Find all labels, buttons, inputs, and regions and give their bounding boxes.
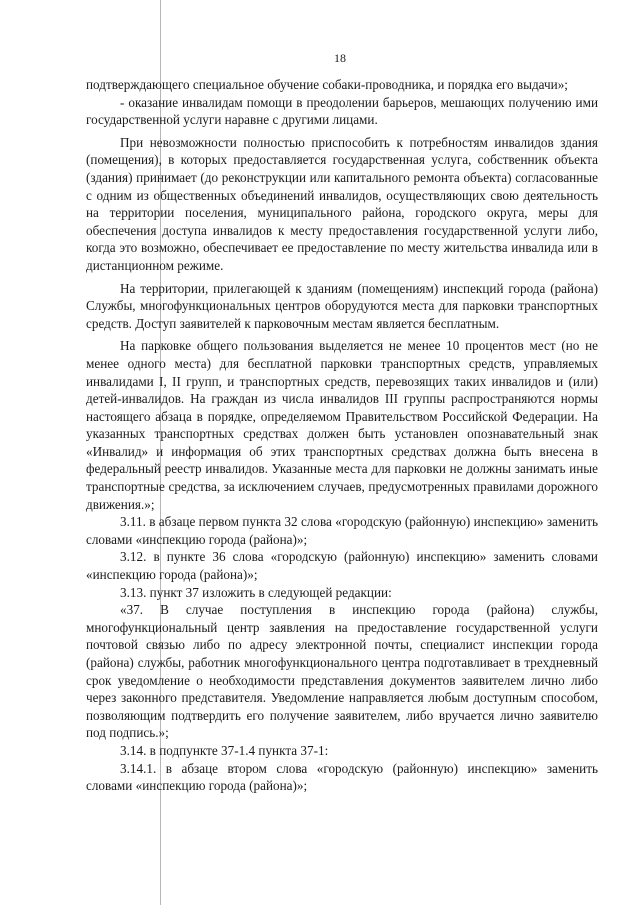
paragraph-item-3-11: 3.11. в абзаце первом пункта 32 слова «городскую (районную) инспекцию» заменить словами «инспекцию города (района)»; xyxy=(86,514,598,547)
paragraph-item-3-12: 3.12. в пункте 36 слова «городскую (районную) инспекцию» заменить словами «инспекцию города (района)»; xyxy=(86,549,598,583)
paragraph-accessibility: При невозможности полностью приспособить к потребностям инвалидов здания (помещения), в которых предоставляется государственная услуга, собственник объекта (здания) принимает (до реконструкции или капитального ремонта объекта) согласованные с одним из общественных объединений инвалидов, осуществляющих свою деятельность на территории поселения, муниципального района, городского округа, меры для обеспечения доступа инвалидов к месту предоставления государственной услуги либо, когда это возможно, обеспечивает ее предоставление по месту жительства инвалида или в дистанционном режиме. xyxy=(86,134,598,273)
paragraph-parking-public: На парковке общего пользования выделяется не менее 10 процентов мест (но не менее одного места) для бесплатной парковки транспортных средств, управляемых инвалидами I, II групп, и транспортных средств, перевозящих таких инвалидов и (или) детей-инвалидов. На граждан из числа инвалидов III группы распространяются нормы настоящего абзаца в порядке, определяемом Правительством Российской Федерации. На указанных транспортных средствах должен быть установлен опознавательный знак «Инвалид» и информация об этих транспортных средствах должна быть внесена в федеральный реестр инвалидов. Указанные места для парковки не должны занимать иные транспортные средства, за исключением случаев, предусмотренных правилами дорожного движения.»; xyxy=(86,338,598,512)
paragraph-item-37: «37. В случае поступления в инспекцию города (района) службы, многофункциональный центр заявления на предоставление государственной услуги почтовой связью либо по адресу электронной почты, специалист инспекции города (района) службы, работник многофункционального центра подготавливает в трехдневный срок уведомление о необходимости представления документов заявителем лично либо через законного представителя. Уведомление направляется любым доступным способом, позволяющим подтвердить его получение заявителем, либо вручается лично заявителю под подпись.»; xyxy=(86,602,598,741)
paragraph-parking-territory: На территории, прилегающей к зданиям (помещениям) инспекций города (района) Службы, многофункциональных центров оборудуются места для парковки транспортных средств. Доступ заявителей к парковочным местам является бесплатным. xyxy=(86,280,598,331)
document-body xyxy=(86,76,598,795)
page-number: 18 xyxy=(334,51,346,65)
paragraph-item-3-14-1: 3.14.1. в абзаце втором слова «городскую (районную) инспекцию» заменить словами «инспекцию города (района)»; xyxy=(86,760,598,794)
paragraph-continuation: подтверждающего специальное обучение собаки-проводника, и порядка его выдачи»; xyxy=(86,77,568,92)
paragraph-list-item: - оказание инвалидам помощи в преодолении барьеров, мешающих получению ими государственной услуги наравне с другими лицами. xyxy=(86,94,598,128)
paragraph-item-3-13: 3.13. пункт 37 изложить в следующей редакции: xyxy=(120,584,392,600)
paragraph-item-3-14: 3.14. в подпункте 37-1.4 пункта 37-1: xyxy=(120,742,329,758)
